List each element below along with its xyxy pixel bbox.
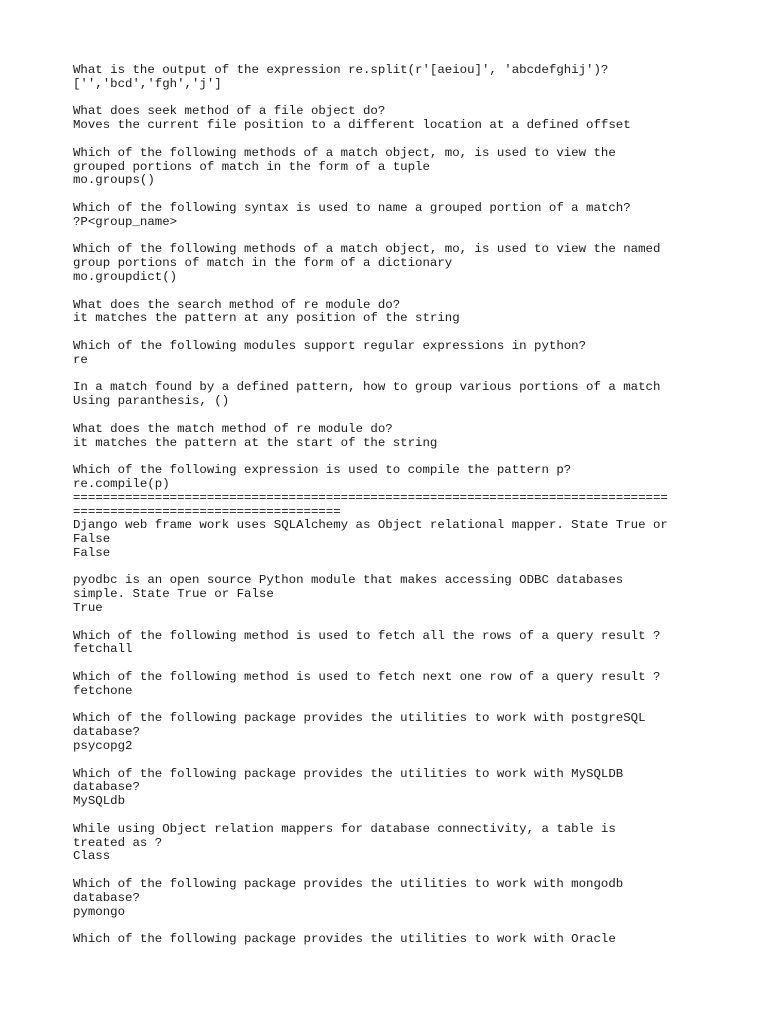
separator-rule: ================================================================================ bbox=[73, 490, 668, 505]
blank-line bbox=[73, 409, 703, 423]
text-line: Which of the following package provides the utilities to work with Oracle bbox=[73, 932, 616, 947]
text-line: fetchone bbox=[73, 683, 133, 698]
text-line: What does the match method of re module do? bbox=[73, 421, 393, 436]
blank-line bbox=[73, 657, 703, 671]
text-line: Which of the following syntax is used to name a grouped portion of a match? bbox=[73, 200, 631, 215]
text-line: simple. State True or False bbox=[73, 587, 274, 602]
text-line: re.compile(p) bbox=[73, 476, 170, 491]
text-line: database? bbox=[73, 725, 140, 740]
text-line: database? bbox=[73, 890, 140, 905]
text-line: Which of the following package provides the utilities to work with mongodb bbox=[73, 877, 624, 892]
text-line: grouped portions of match in the form of a tuple bbox=[73, 159, 430, 174]
blank-line bbox=[73, 616, 703, 630]
text-line: False bbox=[73, 545, 111, 560]
text-line: group portions of match in the form of a dictionary bbox=[73, 256, 453, 271]
text-line: MySQLdb bbox=[73, 794, 126, 809]
blank-line bbox=[73, 230, 703, 244]
text-line: ['','bcd','fgh','j'] bbox=[73, 76, 222, 91]
text-line: Which of the following method is used to fetch next one row of a query result ? bbox=[73, 670, 661, 685]
text-line: Which of the following method is used to fetch all the rows of a query result ? bbox=[73, 628, 661, 643]
text-line: False bbox=[73, 532, 111, 547]
text-line: In a match found by a defined pattern, how to group various portions of a match bbox=[73, 380, 661, 395]
text-line: pyodbc is an open source Python module that makes accessing ODBC databases bbox=[73, 573, 624, 588]
text-line: Which of the following methods of a match object, mo, is used to view the named bbox=[73, 242, 661, 257]
blank-line bbox=[73, 285, 703, 299]
text-line: ?P<group_name> bbox=[73, 214, 178, 229]
text-line: Which of the following package provides the utilities to work with MySQLDB bbox=[73, 766, 624, 781]
text-line: re bbox=[73, 352, 88, 367]
blank-line bbox=[73, 326, 703, 340]
text-line: What does seek method of a file object do? bbox=[73, 104, 386, 119]
blank-line bbox=[73, 699, 703, 713]
text-line: Using paranthesis, () bbox=[73, 394, 230, 409]
blank-line bbox=[73, 561, 703, 575]
text-line: Which of the following package provides the utilities to work with postgreSQL bbox=[73, 711, 646, 726]
blank-line bbox=[73, 368, 703, 382]
text-line: Which of the following modules support regular expressions in python? bbox=[73, 338, 587, 353]
text-line: fetchall bbox=[73, 642, 133, 657]
blank-line bbox=[73, 754, 703, 768]
blank-line bbox=[73, 919, 703, 933]
text-line: Django web frame work uses SQLAlchemy as Object relational mapper. State True or bbox=[73, 518, 668, 533]
blank-line bbox=[73, 450, 703, 464]
text-line: mo.groups() bbox=[73, 173, 155, 188]
text-line: Class bbox=[73, 849, 111, 864]
text-line: psycopg2 bbox=[73, 739, 133, 754]
text-line: database? bbox=[73, 780, 140, 795]
text-line: pymongo bbox=[73, 904, 126, 919]
text-line: While using Object relation mappers for database connectivity, a table is bbox=[73, 821, 616, 836]
text-line: True bbox=[73, 601, 103, 616]
blank-line bbox=[73, 133, 703, 147]
blank-line bbox=[73, 809, 703, 823]
blank-line bbox=[73, 92, 703, 106]
blank-line bbox=[73, 188, 703, 202]
text-line: Which of the following expression is used to compile the pattern p? bbox=[73, 463, 572, 478]
text-line: What does the search method of re module do? bbox=[73, 297, 401, 312]
blank-line bbox=[73, 864, 703, 878]
text-line: Which of the following methods of a match object, mo, is used to view the bbox=[73, 145, 616, 160]
text-line: Moves the current file position to a different location at a defined offset bbox=[73, 118, 631, 133]
text-line: it matches the pattern at any position of the string bbox=[73, 311, 460, 326]
document-page bbox=[73, 64, 703, 947]
text-line: mo.groupdict() bbox=[73, 269, 178, 284]
text-line: it matches the pattern at the start of the string bbox=[73, 435, 438, 450]
text-line: What is the output of the expression re.split(r'[aeiou]', 'abcdefghij')? bbox=[73, 63, 609, 77]
separator-rule: ==================================== bbox=[73, 504, 341, 519]
text-line: treated as ? bbox=[73, 835, 163, 850]
